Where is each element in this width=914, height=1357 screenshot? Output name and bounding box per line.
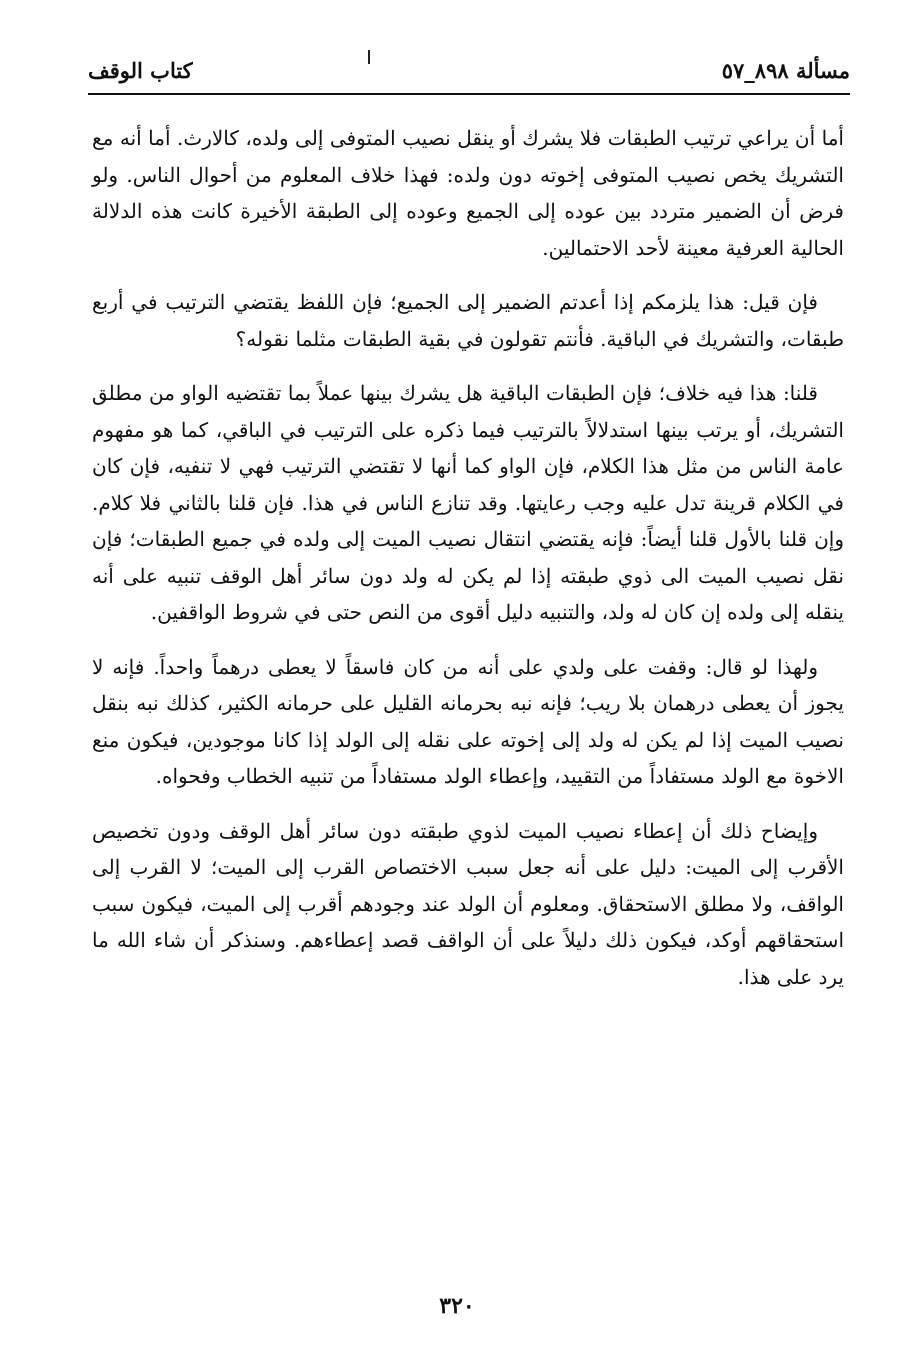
body-text: [92, 120, 844, 1013]
paragraph-3: قلنا: هذا فيه خلاف؛ فإن الطبقات الباقية هل يشرك بينها عملاً بما تقتضيه الواو من مطلق التشريك، أو يرتب بينها استدلالاً بالترتيب فيما ذكره على الترتيب في الباقي، كما هو مفهوم عامة الناس من مثل هذا الكلام، فإن الواو كما أنها لا تقتضي الترتيب فهي لا تنفيه، فإن كان في الكلام قرينة تدل عليه وجب رعايتها. وقد تنازع الناس في هذا. فإن قلنا بالثاني فلا كلام. وإن قلنا بالأول قلنا أيضاً: فإنه يقتضي انتقال نصيب الميت إلى ولده في جميع الطبقات؛ فإن نقل نصيب الميت الى ذوي طبقته إذا لم يكن له ولد دون سائر أهل الوقف تنبيه على أنه ينقله إلى ولده إن كان له ولد، والتنبيه دليل أقوى من النص حتى في شروط الواقفين.: [92, 381, 844, 624]
header-rule: [88, 93, 850, 95]
paragraph-2: فإن قيل: هذا يلزمكم إذا أعدتم الضمير إلى الجميع؛ فإن اللفظ يقتضي الترتيب في أربع طبقات، والتشريك في الباقية. فأنتم تقولون في بقية الطبقات مثلما نقوله؟: [92, 290, 844, 351]
header-mark: [368, 50, 370, 64]
paragraph-4: ولهذا لو قال: وقفت على ولدي على أنه من كان فاسقاً لا يعطى درهماً واحداً. فإنه لا يجوز أن يعطى درهمان بلا ريب؛ فإنه نبه بحرمانه القليل على حرمانه الكثير، كذلك نبه بنقل نصيب الميت إذا لم يكن له ولد إلى إخوته على نقله إلى الولد إذا كانا موجودين، فيكون منع الاخوة مع الولد مستفاداً من التقييد، وإعطاء الولد مستفاداً من تنبيه الخطاب وفحواه.: [92, 654, 844, 788]
page-header: [88, 56, 850, 90]
running-title: كتاب الوقف: [88, 58, 193, 83]
section-reference: مسألة ٨٩٨_٥٧: [721, 58, 850, 83]
page-number: ٣٢٠: [439, 1293, 475, 1319]
paragraph-1: أما أن يراعي ترتيب الطبقات فلا يشرك أو ينقل نصيب المتوفى إلى ولده، كالارث. أما أنه مع التشريك يخص نصيب المتوفى إخوته دون ولده: فهذا خلاف المعلوم من أحوال الناس. ولو فرض أن الضمير متردد بين عوده إلى الجميع وعوده إلى الطبقة الأخيرة كانت هذه الدلالة الحالية العرفية معينة لأحد الاحتمالين.: [92, 126, 844, 260]
paragraph-5: وإيضاح ذلك أن إعطاء نصيب الميت لذوي طبقته دون سائر أهل الوقف ودون تخصيص الأقرب إلى الميت: دليل على أنه جعل سبب الاختصاص القرب إلى الميت؛ لا القرب إلى الواقف، ولا مطلق الاستحقاق. ومعلوم أن الولد عند وجودهم أقرب إلى الميت، فيكون سبب استحقاقهم أوكد، فيكون ذلك دليلاً على أن الواقف قصد إعطاءهم. وسنذكر أن شاء الله ما يرد على هذا.: [92, 818, 844, 989]
